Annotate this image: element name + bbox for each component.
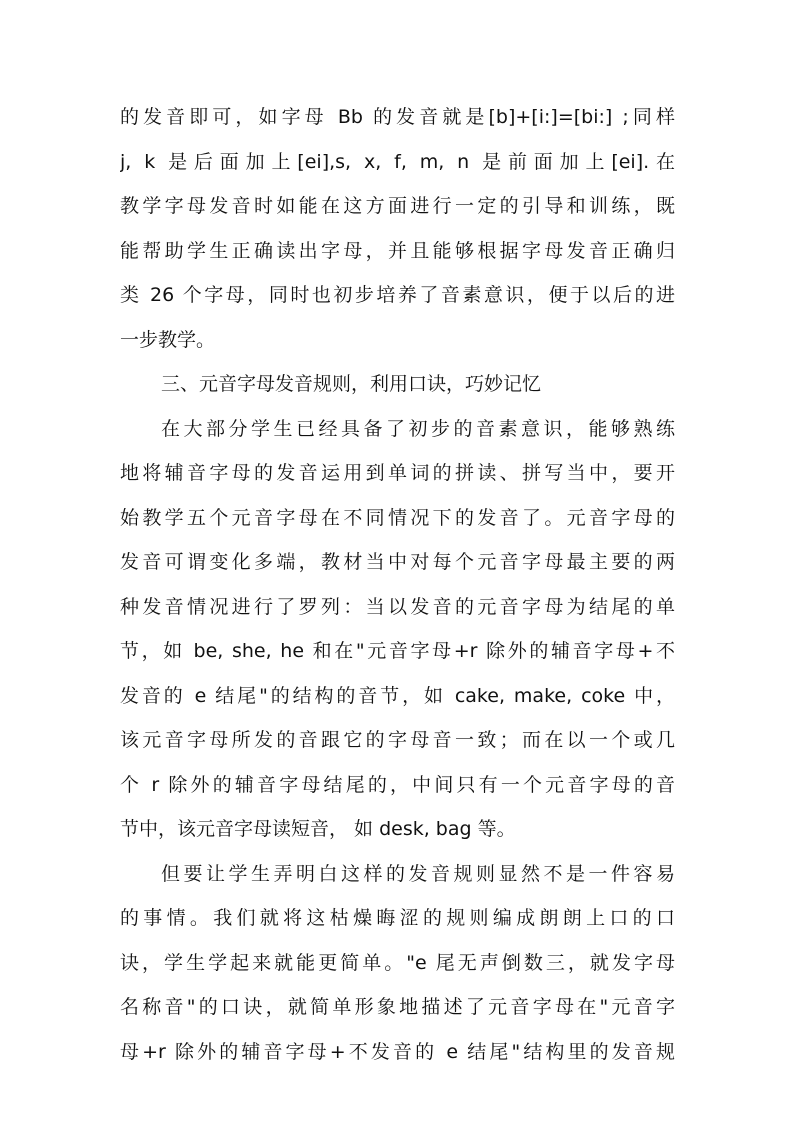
text-line: 诀，学生学起来就能更简单。"e 尾无声倒数三，就发字母	[120, 951, 675, 974]
text-line: 的事情。我们就将这枯燥晦涩的规则编成朗朗上口的口	[120, 907, 675, 929]
text-line: 地将辅音字母的发音运用到单词的拼读、拼写当中，要开	[120, 462, 675, 484]
text-line: 该元音字母所发的音跟它的字母音一致；而在以一个或几	[120, 729, 675, 751]
text-line: j, k 是后面加上[ei],s, x, f, m, n 是前面加上[ei].在	[120, 150, 675, 173]
text-line: 母+r 除外的辅音字母+不发音的 e 结尾"结构里的发音规	[120, 1040, 675, 1063]
text-line: 的发音即可，如字母 Bb 的发音就是[b]+[i:]=[bi:] ;同样	[120, 106, 675, 128]
text-line: 发音可谓变化多端，教材当中对每个元音字母最主要的两	[120, 551, 675, 573]
text-line: 在大部分学生已经具备了初步的音素意识，能够熟练	[161, 417, 675, 440]
text-line: 能帮助学生正确读出字母，并且能够根据字母发音正确归	[120, 239, 675, 262]
text-line: 始教学五个元音字母在不同情况下的发音了。元音字母的	[120, 506, 675, 529]
section-heading: 三、元音字母发音规则，利用口诀，巧妙记忆	[161, 373, 542, 395]
text-line: 教学字母发音时如能在这方面进行一定的引导和训练，既	[120, 195, 675, 217]
text-line: 名称音"的口诀，就简单形象地描述了元音字母在"元音字	[120, 996, 675, 1018]
text-line: 个 r 除外的辅音字母结尾的，中间只有一个元音字母的音	[120, 773, 675, 796]
text-line: 发音的 e 结尾"的结构的音节，如 cake, make, coke 中，	[120, 684, 675, 707]
text-line: 节中，该元音字母读短音， 如 desk, bag 等。	[120, 818, 516, 840]
text-line: 节，如 be, she, he 和在"元音字母+r 除外的辅音字母+不	[120, 640, 675, 662]
text-line: 种发音情况进行了罗列：当以发音的元音字母为结尾的单	[120, 595, 675, 618]
body-text	[120, 95, 675, 1074]
text-line: 但要让学生弄明白这样的发音规则显然不是一件容易	[161, 862, 675, 885]
text-line: 一步教学。	[120, 328, 216, 351]
text-line: 类 26 个字母，同时也初步培养了音素意识，便于以后的进	[120, 284, 675, 306]
